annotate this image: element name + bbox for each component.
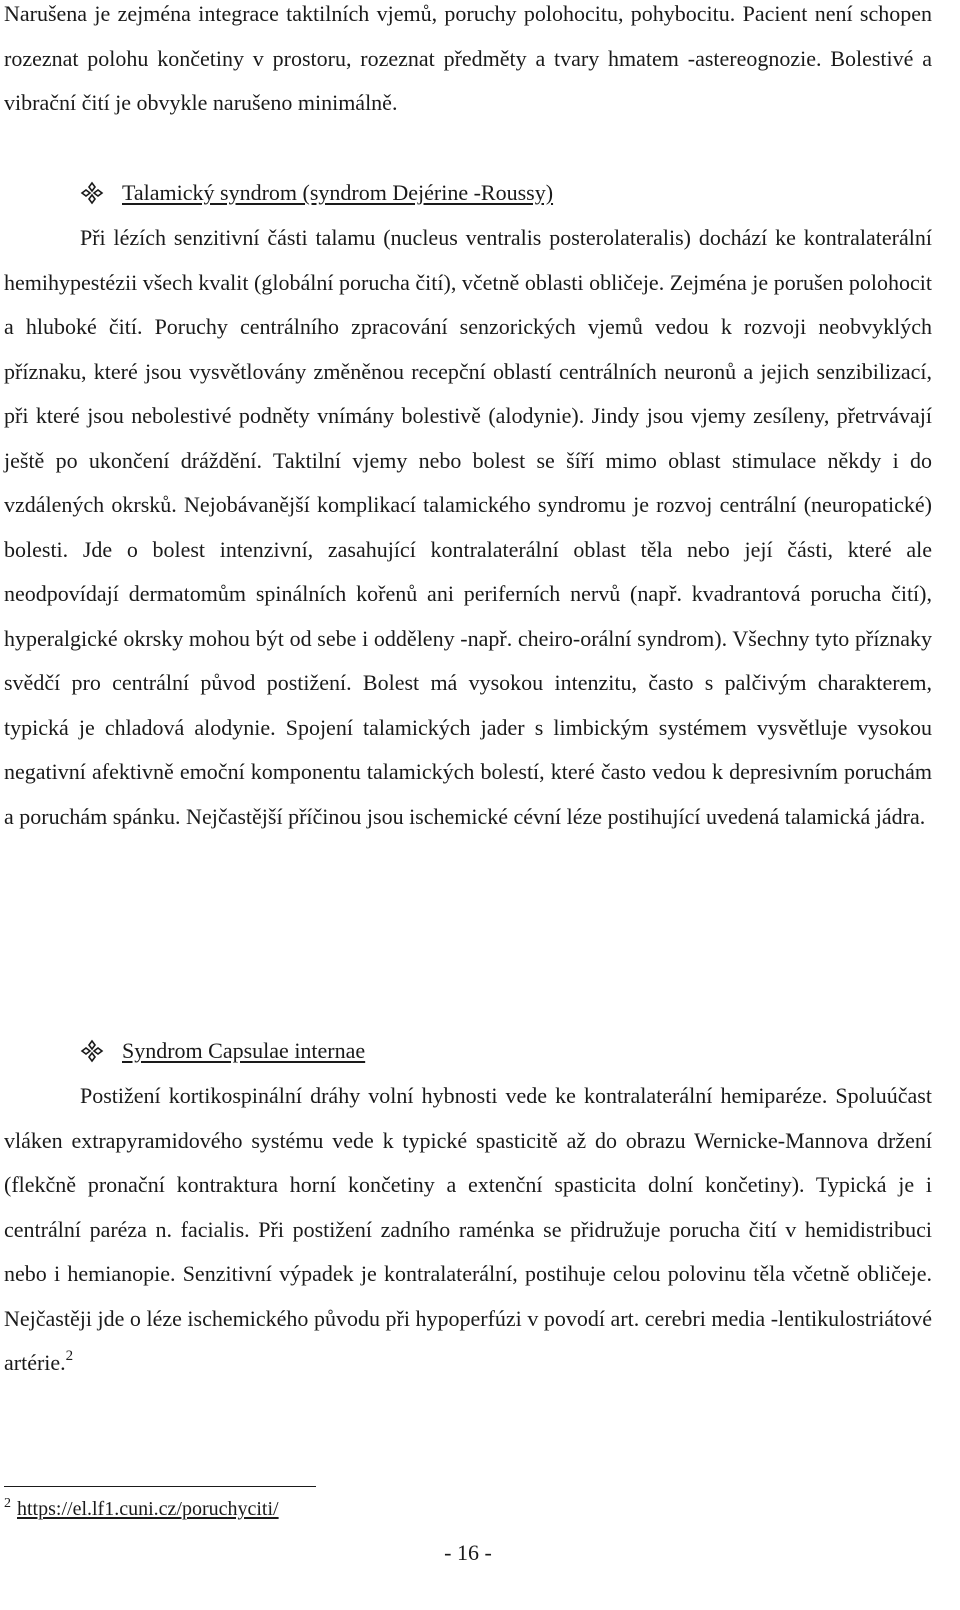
- diamond-bullet-icon: [80, 1039, 104, 1063]
- footnote-link[interactable]: https://el.lf1.cuni.cz/poruchyciti/: [17, 1498, 279, 1520]
- capsula-interna-text: Postižení kortikospinální dráhy volní hybnosti vede ke kontralaterální hemiparéze. Spoluúčast vláken extrapyramidového systému vede k typické spasticitě až do obrazu Wernicke-Mannova držení (flekčně pronační kontraktura horní končetiny a extenční spasticita dolní končetiny). Typická je i centrální paréza n. facialis. Při postižení zadního raménka se přidružuje porucha čití v hemidistribuci nebo i hemianopie. Senzitivní výpadek je kontralaterální, postihuje celou polovinu těla včetně obličeje. Nejčastěji jde o léze ischemického původu při hypoperfúzi v povodí art. cerebri media -lentikulostriátové artérie.: [4, 1083, 932, 1375]
- capsula-interna-paragraph: [4, 1074, 932, 1386]
- page-number: - 16 -: [444, 1540, 492, 1565]
- footnote-separator: [4, 1486, 316, 1487]
- footnote-reference[interactable]: 2: [65, 1348, 74, 1364]
- section-heading-thalamic: [80, 178, 553, 208]
- intro-paragraph: Narušena je zejména integrace taktilních vjemů, poruchy polohocitu, pohybocitu. Pacient není schopen rozeznat polohu končetiny v prostoru, rozeznat předměty a tvary hmatem -astereognozie. Bolestivé a vibrační čití je obvykle narušeno minimálně.: [4, 1, 932, 115]
- diamond-bullet-icon: [80, 181, 104, 205]
- section-heading-text: Syndrom Capsulae internae: [122, 1038, 366, 1063]
- section-heading-text: Talamický syndrom (syndrom Dejérine -Roussy): [122, 180, 554, 205]
- thalamic-syndrome-paragraph: Při lézích senzitivní části talamu (nucleus ventralis posterolateralis) dochází ke kontralaterální hemihypestézii všech kvalit (globální porucha čití), včetně oblasti obličeje. Zejména je porušen polohocit a hluboké čití. Poruchy centrálního zpracování senzorických vjemů vedou k rozvoji neobvyklých příznaku, které jsou vysvětlovány změněnou recepční oblastí centrálních neuronů a jejich senzibilizací, při které jsou nebolestivé podněty vnímány bolestivě (alodynie). Jindy jsou vjemy zesíleny, přetrvávají ještě po ukončení dráždění. Taktilní vjemy nebo bolest se šíří mimo oblast stimulace někdy i do vzdálených okrsků. Nejobávanější komplikací talamického syndromu je rozvoj centrální (neuropatické) bolesti. Jde o bolest intenzivní, zasahující kontralaterální oblast těla nebo její části, které ale neodpovídají dermatomům spinálních kořenů ani periferních nervů (např. kvadrantová porucha čití), hyperalgické okrsky mohou být od sebe i odděleny -např. cheiro-orální syndrom). Všechny tyto příznaky svědčí pro centrální původ postižení. Bolest má vysokou intenzitu, často s palčivým charakterem, typická je chladová alodynie. Spojení talamických jader s limbickým systémem vysvětluje vysokou negativní afektivně emoční komponentu talamických bolestí, které často vedou k depresivním poruchám a poruchám spánku. Nejčastější příčinou jsou ischemické cévní léze postihující uvedená talamická jádra.: [4, 225, 932, 829]
- footnote-number: 2: [4, 1496, 11, 1511]
- section-heading-capsula: [80, 1036, 365, 1066]
- footnote: [4, 1496, 279, 1521]
